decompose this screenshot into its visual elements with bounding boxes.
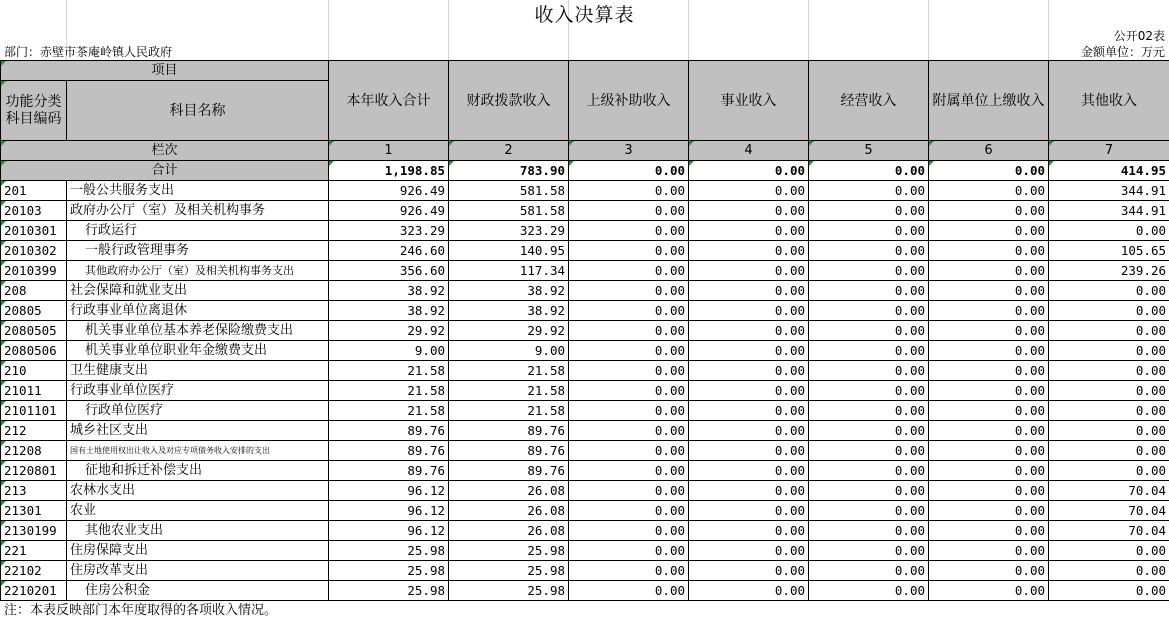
row-value: 0.00 xyxy=(689,501,809,521)
row-value: 0.00 xyxy=(1049,541,1169,561)
row-value: 0.00 xyxy=(1049,461,1169,481)
table-row xyxy=(1,221,1169,241)
total-value: 1,198.85 xyxy=(329,161,449,181)
row-value: 21.58 xyxy=(329,401,449,421)
total-value: 0.00 xyxy=(689,161,809,181)
row-value: 0.00 xyxy=(569,201,689,221)
column-index: 3 xyxy=(569,141,689,161)
row-value: 0.00 xyxy=(569,361,689,381)
row-value: 0.00 xyxy=(809,221,929,241)
table-row xyxy=(1,201,1169,221)
row-value: 0.00 xyxy=(929,461,1049,481)
row-value: 0.00 xyxy=(569,561,689,581)
row-value: 0.00 xyxy=(689,381,809,401)
total-value: 0.00 xyxy=(809,161,929,181)
row-name: 其他农业支出 xyxy=(67,521,329,541)
row-value: 323.29 xyxy=(449,221,569,241)
row-value: 0.00 xyxy=(929,561,1049,581)
row-value: 0.00 xyxy=(569,541,689,561)
row-name: 政府办公厅（室）及相关机构事务 xyxy=(67,201,329,221)
row-value: 0.00 xyxy=(809,501,929,521)
row-value: 9.00 xyxy=(329,341,449,361)
row-value: 38.92 xyxy=(329,301,449,321)
header-item: 项目 xyxy=(1,61,329,81)
row-value: 0.00 xyxy=(929,481,1049,501)
row-name: 机关事业单位基本养老保险缴费支出 xyxy=(67,321,329,341)
row-value: 0.00 xyxy=(689,521,809,541)
header-name: 科目名称 xyxy=(67,81,329,141)
row-name: 农林水支出 xyxy=(67,481,329,501)
header-affiliate-income: 附属单位上缴收入 xyxy=(929,61,1049,141)
row-value: 0.00 xyxy=(569,381,689,401)
row-value: 0.00 xyxy=(809,561,929,581)
total-value: 0.00 xyxy=(929,161,1049,181)
row-value: 0.00 xyxy=(929,541,1049,561)
row-value: 0.00 xyxy=(569,181,689,201)
row-value: 0.00 xyxy=(689,421,809,441)
row-code: 2120801 xyxy=(1,461,67,481)
row-value: 0.00 xyxy=(569,521,689,541)
table-row xyxy=(1,241,1169,261)
row-value: 0.00 xyxy=(689,321,809,341)
row-value: 0.00 xyxy=(809,281,929,301)
row-value: 581.58 xyxy=(449,181,569,201)
table-row xyxy=(1,341,1169,361)
row-value: 0.00 xyxy=(1049,301,1169,321)
row-name: 农业 xyxy=(67,501,329,521)
row-code: 2210201 xyxy=(1,581,67,601)
row-value: 0.00 xyxy=(929,321,1049,341)
row-value: 0.00 xyxy=(569,241,689,261)
row-value: 0.00 xyxy=(569,281,689,301)
row-value: 21.58 xyxy=(449,401,569,421)
row-value: 0.00 xyxy=(929,241,1049,261)
row-value: 38.92 xyxy=(449,281,569,301)
row-name: 卫生健康支出 xyxy=(67,361,329,381)
row-name: 行政运行 xyxy=(67,221,329,241)
table-row xyxy=(1,381,1169,401)
unit-label: 金额单位：万元 xyxy=(1080,45,1165,59)
row-name: 征地和拆迁补偿支出 xyxy=(67,461,329,481)
row-value: 344.91 xyxy=(1049,181,1169,201)
column-index: 1 xyxy=(329,141,449,161)
row-value: 0.00 xyxy=(689,201,809,221)
row-value: 0.00 xyxy=(569,341,689,361)
row-value: 0.00 xyxy=(809,521,929,541)
row-value: 0.00 xyxy=(929,501,1049,521)
row-code: 2010301 xyxy=(1,221,67,241)
table-row xyxy=(1,261,1169,281)
row-value: 21.58 xyxy=(449,361,569,381)
row-value: 344.91 xyxy=(1049,201,1169,221)
row-name: 机关事业单位职业年金缴费支出 xyxy=(67,341,329,361)
row-value: 0.00 xyxy=(929,261,1049,281)
row-value: 26.08 xyxy=(449,481,569,501)
row-code: 212 xyxy=(1,421,67,441)
row-value: 0.00 xyxy=(929,341,1049,361)
row-code: 221 xyxy=(1,541,67,561)
row-code: 21011 xyxy=(1,381,67,401)
row-value: 0.00 xyxy=(689,281,809,301)
row-value: 0.00 xyxy=(809,301,929,321)
row-value: 0.00 xyxy=(689,541,809,561)
row-value: 0.00 xyxy=(689,361,809,381)
header-code: 功能分类科目编码 xyxy=(1,81,67,141)
header-business-income: 事业收入 xyxy=(689,61,809,141)
row-value: 0.00 xyxy=(929,441,1049,461)
row-value: 0.00 xyxy=(809,201,929,221)
row-name: 城乡社区支出 xyxy=(67,421,329,441)
row-value: 0.00 xyxy=(929,181,1049,201)
row-value: 0.00 xyxy=(689,221,809,241)
row-value: 0.00 xyxy=(929,221,1049,241)
column-index: 5 xyxy=(809,141,929,161)
department-label: 部门：赤壁市茶庵岭镇人民政府 xyxy=(4,45,173,59)
row-value: 0.00 xyxy=(569,501,689,521)
row-value: 0.00 xyxy=(809,321,929,341)
row-value: 0.00 xyxy=(929,381,1049,401)
table-row xyxy=(1,561,1169,581)
row-value: 0.00 xyxy=(809,581,929,601)
row-value: 70.04 xyxy=(1049,481,1169,501)
row-value: 140.95 xyxy=(449,241,569,261)
row-value: 25.98 xyxy=(449,561,569,581)
row-value: 0.00 xyxy=(689,261,809,281)
table-row xyxy=(1,541,1169,561)
row-value: 29.92 xyxy=(329,321,449,341)
row-name: 住房改革支出 xyxy=(67,561,329,581)
row-code: 208 xyxy=(1,281,67,301)
row-code: 2130199 xyxy=(1,521,67,541)
row-value: 25.98 xyxy=(329,541,449,561)
row-value: 21.58 xyxy=(329,381,449,401)
row-value: 38.92 xyxy=(449,301,569,321)
total-label: 合计 xyxy=(1,161,329,181)
row-value: 0.00 xyxy=(1049,321,1169,341)
row-value: 9.00 xyxy=(449,341,569,361)
row-code: 2010302 xyxy=(1,241,67,261)
row-value: 25.98 xyxy=(449,581,569,601)
row-value: 0.00 xyxy=(809,401,929,421)
row-value: 70.04 xyxy=(1049,501,1169,521)
row-value: 96.12 xyxy=(329,501,449,521)
row-value: 0.00 xyxy=(569,461,689,481)
row-value: 0.00 xyxy=(569,421,689,441)
row-name: 一般行政管理事务 xyxy=(67,241,329,261)
row-value: 926.49 xyxy=(329,201,449,221)
row-value: 0.00 xyxy=(929,361,1049,381)
row-value: 89.76 xyxy=(449,461,569,481)
total-value: 0.00 xyxy=(569,161,689,181)
row-code: 21208 xyxy=(1,441,67,461)
row-value: 89.76 xyxy=(329,421,449,441)
row-value: 89.76 xyxy=(329,441,449,461)
table-row xyxy=(1,401,1169,421)
row-name: 其他政府办公厅（室）及相关机构事务支出 xyxy=(67,261,329,281)
row-value: 239.26 xyxy=(1049,261,1169,281)
row-value: 0.00 xyxy=(809,461,929,481)
row-value: 0.00 xyxy=(809,181,929,201)
row-value: 29.92 xyxy=(449,321,569,341)
row-value: 0.00 xyxy=(689,401,809,421)
row-value: 0.00 xyxy=(809,481,929,501)
row-value: 926.49 xyxy=(329,181,449,201)
header-fiscal-allocation: 财政拨款收入 xyxy=(449,61,569,141)
table-row xyxy=(1,581,1169,601)
row-value: 25.98 xyxy=(329,561,449,581)
row-value: 38.92 xyxy=(329,281,449,301)
row-code: 2080506 xyxy=(1,341,67,361)
row-value: 25.98 xyxy=(449,541,569,561)
row-code: 21301 xyxy=(1,501,67,521)
table-row xyxy=(1,281,1169,301)
row-value: 0.00 xyxy=(689,461,809,481)
table-row xyxy=(1,421,1169,441)
row-value: 0.00 xyxy=(1049,381,1169,401)
row-value: 0.00 xyxy=(569,441,689,461)
table-row xyxy=(1,321,1169,341)
row-value: 0.00 xyxy=(929,201,1049,221)
row-value: 70.04 xyxy=(1049,521,1169,541)
row-value: 0.00 xyxy=(689,181,809,201)
row-value: 0.00 xyxy=(809,421,929,441)
row-value: 0.00 xyxy=(689,241,809,261)
table-row xyxy=(1,361,1169,381)
row-value: 21.58 xyxy=(329,361,449,381)
row-value: 356.60 xyxy=(329,261,449,281)
row-value: 0.00 xyxy=(569,221,689,241)
column-index: 2 xyxy=(449,141,569,161)
header-superior-subsidy: 上级补助收入 xyxy=(569,61,689,141)
row-value: 0.00 xyxy=(1049,441,1169,461)
row-value: 0.00 xyxy=(809,241,929,261)
row-value: 0.00 xyxy=(689,561,809,581)
row-value: 0.00 xyxy=(569,261,689,281)
row-value: 96.12 xyxy=(329,481,449,501)
row-value: 581.58 xyxy=(449,201,569,221)
row-value: 0.00 xyxy=(1049,561,1169,581)
row-value: 0.00 xyxy=(689,481,809,501)
row-value: 105.65 xyxy=(1049,241,1169,261)
row-code: 213 xyxy=(1,481,67,501)
row-name: 住房公积金 xyxy=(67,581,329,601)
row-value: 0.00 xyxy=(1049,401,1169,421)
row-name: 国有土地使用权出让收入及对应专项债务收入安排的支出 xyxy=(67,441,329,461)
row-value: 0.00 xyxy=(569,581,689,601)
column-index: 6 xyxy=(929,141,1049,161)
row-value: 0.00 xyxy=(809,441,929,461)
row-value: 323.29 xyxy=(329,221,449,241)
table-row xyxy=(1,441,1169,461)
row-value: 0.00 xyxy=(569,481,689,501)
report-title: 收入决算表 xyxy=(534,4,635,26)
row-code: 20103 xyxy=(1,201,67,221)
row-value: 26.08 xyxy=(449,501,569,521)
row-name: 行政事业单位医疗 xyxy=(67,381,329,401)
row-name: 一般公共服务支出 xyxy=(67,181,329,201)
table-row xyxy=(1,181,1169,201)
row-value: 0.00 xyxy=(689,441,809,461)
row-code: 2080505 xyxy=(1,321,67,341)
row-value: 0.00 xyxy=(809,341,929,361)
row-value: 0.00 xyxy=(809,381,929,401)
row-value: 89.76 xyxy=(449,421,569,441)
row-code: 20805 xyxy=(1,301,67,321)
row-value: 0.00 xyxy=(569,301,689,321)
row-value: 0.00 xyxy=(689,301,809,321)
row-value: 0.00 xyxy=(1049,341,1169,361)
row-code: 2101101 xyxy=(1,401,67,421)
row-value: 246.60 xyxy=(329,241,449,261)
table-row xyxy=(1,461,1169,481)
row-value: 96.12 xyxy=(329,521,449,541)
row-code: 210 xyxy=(1,361,67,381)
row-name: 社会保障和就业支出 xyxy=(67,281,329,301)
column-index: 4 xyxy=(689,141,809,161)
table-row xyxy=(1,301,1169,321)
row-value: 26.08 xyxy=(449,521,569,541)
row-value: 25.98 xyxy=(329,581,449,601)
row-value: 0.00 xyxy=(1049,281,1169,301)
row-name: 行政事业单位离退休 xyxy=(67,301,329,321)
row-name: 行政单位医疗 xyxy=(67,401,329,421)
total-value: 783.90 xyxy=(449,161,569,181)
row-value: 21.58 xyxy=(449,381,569,401)
row-value: 0.00 xyxy=(569,321,689,341)
row-value: 0.00 xyxy=(929,301,1049,321)
form-number: 公开02表 xyxy=(1113,29,1165,43)
table-row xyxy=(1,521,1169,541)
row-value: 0.00 xyxy=(689,581,809,601)
row-value: 0.00 xyxy=(929,421,1049,441)
row-value: 0.00 xyxy=(1049,421,1169,441)
row-value: 0.00 xyxy=(929,521,1049,541)
row-value: 0.00 xyxy=(1049,221,1169,241)
row-value: 0.00 xyxy=(569,401,689,421)
row-value: 0.00 xyxy=(929,581,1049,601)
footnote: 注：本表反映部门本年度取得的各项收入情况。 xyxy=(4,603,278,618)
header-total-income: 本年收入合计 xyxy=(329,61,449,141)
row-value: 0.00 xyxy=(929,281,1049,301)
table-row xyxy=(1,501,1169,521)
row-value: 0.00 xyxy=(1049,361,1169,381)
row-value: 0.00 xyxy=(809,541,929,561)
column-index: 7 xyxy=(1049,141,1169,161)
row-value: 89.76 xyxy=(449,441,569,461)
row-value: 89.76 xyxy=(329,461,449,481)
header-other-income: 其他收入 xyxy=(1049,61,1169,141)
row-value: 0.00 xyxy=(809,361,929,381)
total-value: 414.95 xyxy=(1049,161,1169,181)
row-code: 2010399 xyxy=(1,261,67,281)
row-value: 0.00 xyxy=(689,341,809,361)
row-value: 0.00 xyxy=(809,261,929,281)
row-name: 住房保障支出 xyxy=(67,541,329,561)
income-table xyxy=(0,60,1169,601)
header-operating-income: 经营收入 xyxy=(809,61,929,141)
row-value: 0.00 xyxy=(1049,581,1169,601)
row-value: 0.00 xyxy=(929,401,1049,421)
row-code: 22102 xyxy=(1,561,67,581)
row-code: 201 xyxy=(1,181,67,201)
table-row xyxy=(1,481,1169,501)
row-value: 117.34 xyxy=(449,261,569,281)
column-index-label: 栏次 xyxy=(1,141,329,161)
